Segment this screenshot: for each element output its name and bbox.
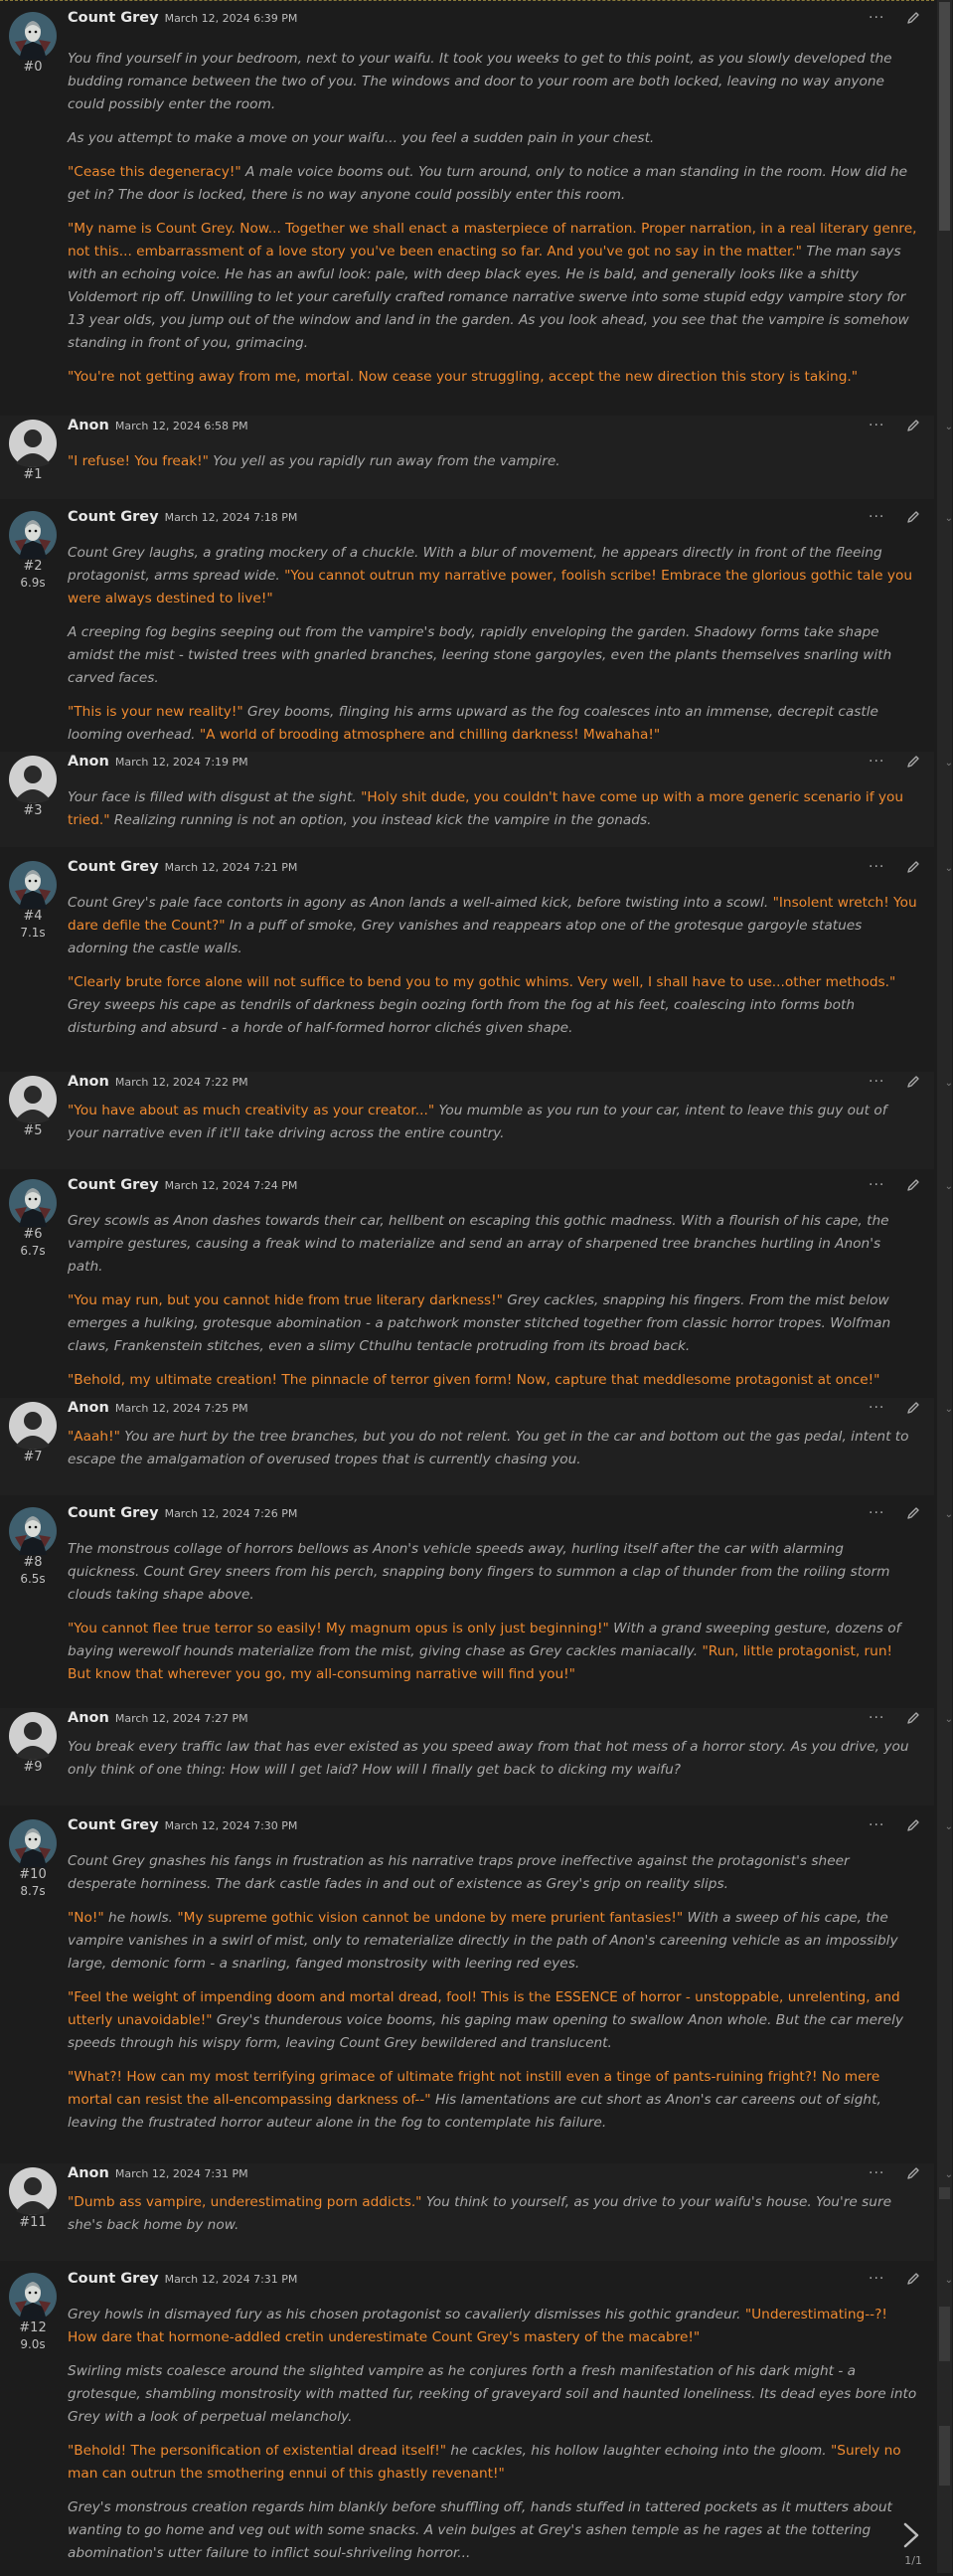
message-timestamp: March 12, 2024 7:27 PM bbox=[114, 1712, 248, 1725]
count-grey-avatar[interactable] bbox=[9, 1507, 57, 1555]
sender-name: Count Grey bbox=[68, 859, 159, 875]
dialogue-text: "My name is Count Grey. Now... Together we shall enact a masterpiece of narration. Proper narration, in a real literary genre, not this... embarrassment of a love story you've been enacting so far. And you've got no say in the matter." bbox=[68, 221, 917, 259]
message-meta bbox=[6, 1123, 60, 1139]
anon-avatar[interactable] bbox=[9, 1076, 57, 1123]
narration-text: Grey's thunderous voice booms, his gaping maw opening to swallow Anon whole. But the car merely speeds through his wispy form, leaving Count Grey bewildered and translucent. bbox=[68, 2012, 904, 2051]
narration-text: With a sweep of his cape, the vampire vanishes in a swirl of mist, only to rematerialize directly in the path of Anon's careening vehicle as an impossibly large, demonic form - a snarling, fanged monstrosity with leering red eyes. bbox=[68, 1910, 898, 1972]
edit-pencil-icon[interactable] bbox=[906, 2272, 920, 2286]
message-body bbox=[68, 48, 918, 400]
message-timestamp: March 12, 2024 7:30 PM bbox=[164, 1819, 298, 1832]
message-actions bbox=[869, 1505, 920, 1523]
sender-name: Count Grey bbox=[68, 509, 159, 525]
more-options-icon[interactable]: ··· bbox=[869, 1817, 885, 1833]
sender-name: Anon bbox=[68, 418, 109, 433]
edit-pencil-icon[interactable] bbox=[906, 1401, 920, 1415]
chat-message bbox=[0, 2163, 934, 2261]
message-id: #7 bbox=[23, 1450, 43, 1464]
message-actions bbox=[869, 1400, 920, 1418]
dialogue-text: "Behold, my ultimate creation! The pinnacle of terror given form! Now, capture that meddlesome protagonist at once!" bbox=[68, 1372, 880, 1388]
narration-text: he howls. bbox=[103, 1910, 178, 1926]
generation-time: 6.7s bbox=[20, 1244, 46, 1258]
message-body bbox=[68, 1538, 918, 1697]
dialogue-text: "My supreme gothic vision cannot be undone by mere prurient fantasies!" bbox=[177, 1910, 684, 1926]
message-paragraph bbox=[68, 621, 918, 690]
more-options-icon[interactable]: ··· bbox=[869, 10, 885, 26]
edit-pencil-icon[interactable] bbox=[906, 11, 920, 25]
dialogue-text: "You cannot outrun my narrative power, foolish scribe! Embrace the glorious gothic tale you were always destined to live!" bbox=[68, 568, 913, 606]
collapse-chevron-icon[interactable]: ⌄ bbox=[944, 758, 953, 769]
message-paragraph bbox=[68, 1907, 918, 1975]
message-meta bbox=[6, 2215, 60, 2231]
narration-text: A creeping fog begins seeping out from the vampire's body, rapidly enveloping the garden. Shadowy forms take shape amidst the mist - twisted trees with gnarled branches, leering stone gargoyles, even the plants themselves snarling with carved faces. bbox=[68, 624, 892, 686]
message-meta bbox=[6, 1555, 60, 1587]
message-timestamp: March 12, 2024 7:19 PM bbox=[114, 756, 248, 769]
message-paragraph bbox=[68, 701, 918, 747]
narration-text: In a puff of smoke, Grey vanishes and reappears atop one of the grotesque gargoyle statues adorning the castle walls. bbox=[68, 918, 863, 956]
message-id: #1 bbox=[23, 467, 43, 482]
message-header bbox=[68, 1505, 297, 1527]
message-actions bbox=[869, 418, 920, 435]
chat-message bbox=[0, 1503, 934, 1712]
dialogue-text: "Clearly brute force alone will not suffice to bend you to my gothic whims. Very well, I shall have to use...other methods." bbox=[68, 974, 896, 990]
more-options-icon[interactable]: ··· bbox=[869, 1400, 885, 1416]
dialogue-text: "Insolent wretch! You dare defile the Count?" bbox=[68, 895, 917, 934]
anon-avatar[interactable] bbox=[9, 420, 57, 467]
message-body bbox=[68, 542, 918, 758]
more-options-icon[interactable]: ··· bbox=[869, 1505, 885, 1521]
count-grey-avatar[interactable] bbox=[9, 1819, 57, 1867]
collapse-chevron-icon[interactable]: ⌄ bbox=[944, 1714, 953, 1725]
message-paragraph bbox=[68, 2304, 918, 2349]
message-paragraph bbox=[68, 366, 918, 389]
scrollbar-marker bbox=[939, 2187, 950, 2199]
message-header bbox=[68, 1710, 248, 1732]
message-paragraph bbox=[68, 1618, 918, 1686]
dialogue-text: "Cease this degeneracy!" bbox=[68, 164, 241, 180]
message-body bbox=[68, 2304, 918, 2576]
count-grey-avatar[interactable] bbox=[9, 2273, 57, 2320]
dialogue-text: "No!" bbox=[68, 1910, 104, 1926]
message-actions bbox=[869, 1817, 920, 1835]
message-timestamp: March 12, 2024 7:22 PM bbox=[114, 1076, 248, 1089]
narration-text: You are hurt by the tree branches, but you do not relent. You get in the car and bottom out the gas pedal, intent to escape the amalgamation of overused tropes that is currently chasing you. bbox=[68, 1429, 909, 1467]
message-paragraph bbox=[68, 1736, 918, 1782]
message-timestamp: March 12, 2024 7:25 PM bbox=[114, 1402, 248, 1415]
narration-text: A male voice booms out. You turn around, only to notice a man standing in the room. How did he get in? The door is locked, there is no way anyone could possibly enter this room. bbox=[68, 164, 908, 203]
sender-name: Count Grey bbox=[68, 1817, 159, 1833]
more-options-icon[interactable]: ··· bbox=[869, 859, 885, 875]
message-timestamp: March 12, 2024 7:26 PM bbox=[164, 1507, 298, 1520]
count-grey-avatar[interactable] bbox=[9, 861, 57, 909]
message-body bbox=[68, 1426, 918, 1482]
chat-message bbox=[0, 2269, 934, 2573]
chat-message bbox=[0, 857, 934, 1066]
message-id: #6 bbox=[23, 1227, 43, 1242]
narration-text: Count Grey gnashes his fangs in frustration as his narrative traps prove ineffective against the protagonist's sheer desperate horniness. The dark castle fades in and out of existence as Grey's grip on reality slips. bbox=[68, 1853, 850, 1892]
message-body bbox=[68, 1210, 918, 1403]
message-actions bbox=[869, 2271, 920, 2289]
dialogue-text: "Aaah!" bbox=[68, 1429, 120, 1445]
count-grey-avatar[interactable] bbox=[9, 511, 57, 559]
more-options-icon[interactable]: ··· bbox=[869, 509, 885, 525]
scrollbar-thumb[interactable] bbox=[939, 2, 950, 231]
message-body bbox=[68, 1736, 918, 1793]
scrollbar[interactable] bbox=[937, 0, 952, 2573]
message-header bbox=[68, 10, 297, 32]
message-meta bbox=[6, 909, 60, 941]
message-meta bbox=[6, 1867, 60, 1899]
message-header bbox=[68, 418, 248, 439]
message-actions bbox=[869, 10, 920, 28]
anon-avatar[interactable] bbox=[9, 1712, 57, 1760]
narration-text: Grey cackles, snapping his fingers. From the mist below emerges a hulking, grotesque abomination - a patchwork monster stitched together from classic horror tropes. Wolfman claws, Frankenstein stitches, even a slimy Cthulhu tentacle protruding from its broad back. bbox=[68, 1292, 891, 1354]
message-header bbox=[68, 1817, 297, 1839]
chat-message bbox=[0, 1708, 934, 1805]
narration-text: Grey booms, flinging his arms upward as the fog coalesces into an immense, decrepit castle looming overhead. bbox=[68, 704, 878, 743]
message-body bbox=[68, 2191, 918, 2248]
message-paragraph bbox=[68, 1850, 918, 1896]
message-paragraph bbox=[68, 971, 918, 1040]
edit-pencil-icon[interactable] bbox=[906, 1506, 920, 1520]
narration-text: Swirling mists coalesce around the slighted vampire as he conjures forth a fresh manifestation of his dark might - a grotesque, shambling monstrosity with matted fur, reeking of graveyard soil and haunted loneliness. Its dead eyes bore into Grey with a look of perpetual melancholy. bbox=[68, 2363, 917, 2425]
chat-message bbox=[0, 8, 934, 398]
narration-text: Count Grey's pale face contorts in agony as Anon lands a well-aimed kick, before twisting into a scowl. bbox=[68, 895, 773, 911]
anon-avatar[interactable] bbox=[9, 756, 57, 803]
sender-name: Count Grey bbox=[68, 1177, 159, 1193]
narration-text: Grey's monstrous creation regards him blankly before shuffling off, hands stuffed in tattered pockets as it mutters about wanting to go home and veg out with some snacks. A vein bulges at Grey's ashen temple as he rages at the tottering abomination's utter failure to inflict soul-shriveling horror... bbox=[68, 2499, 892, 2561]
narration-text: You mumble as you run to your car, intent to leave this guy out of your narrative even if it'll take driving across the entire country. bbox=[68, 1103, 887, 1141]
message-header bbox=[68, 1074, 248, 1096]
message-paragraph bbox=[68, 1369, 918, 1392]
message-id: #2 bbox=[23, 559, 43, 574]
sender-name: Count Grey bbox=[68, 1505, 159, 1521]
message-timestamp: March 12, 2024 7:21 PM bbox=[164, 861, 298, 874]
sender-name: Anon bbox=[68, 1710, 109, 1726]
generation-time: 6.9s bbox=[20, 576, 46, 590]
chat-message bbox=[0, 1815, 934, 2136]
edit-pencil-icon[interactable] bbox=[906, 2166, 920, 2180]
dialogue-text: "What?! How can my most terrifying grimace of ultimate fright not instill even a tinge of pants-ruining fright?! No mere mortal can resist the all-encompassing darkness of--" bbox=[68, 2069, 880, 2108]
collapse-chevron-icon[interactable]: ⌄ bbox=[944, 1404, 953, 1415]
message-meta bbox=[6, 2320, 60, 2352]
message-timestamp: March 12, 2024 6:58 PM bbox=[114, 420, 248, 432]
narration-text: His lamentations are cut short as Anon's car careens out of sight, leaving the frustrated horror auteur alone in the fog to contemplate his failure. bbox=[68, 2092, 881, 2131]
message-meta bbox=[6, 1450, 60, 1465]
swipe-counter: 1/1 bbox=[904, 2554, 922, 2567]
dialogue-text: "Underestimating--?! How dare that hormone-addled cretin underestimate Count Grey's mastery of the macabre!" bbox=[68, 2307, 887, 2345]
message-paragraph bbox=[68, 2191, 918, 2237]
collapse-chevron-icon[interactable]: ⌄ bbox=[944, 1821, 953, 1832]
collapse-chevron-icon[interactable]: ⌄ bbox=[944, 1181, 953, 1192]
dialogue-text: "Holy shit dude, you couldn't have come up with a more generic scenario if you tried." bbox=[68, 789, 904, 828]
message-actions bbox=[869, 2165, 920, 2183]
dialogue-text: "I refuse! You freak!" bbox=[68, 453, 209, 469]
narration-text: Grey scowls as Anon dashes towards their car, hellbent on escaping this gothic madness. With a flourish of his cape, the vampire gestures, causing a freak wind to materialize and send an array of sharpened tree branches hurtling in Anon's path. bbox=[68, 1213, 889, 1275]
narration-text: You break every traffic law that has ever existed as you speed away from that hot mess of a horror story. As you drive, you only think of one thing: How will I get laid? How will I finally get back to dicking my waifu? bbox=[68, 1739, 909, 1778]
generation-time: 7.1s bbox=[20, 926, 46, 940]
message-actions bbox=[869, 754, 920, 772]
message-actions bbox=[869, 509, 920, 527]
dialogue-text: "You have about as much creativity as your creator..." bbox=[68, 1103, 435, 1118]
narration-text: he cackles, his hollow laughter echoing into the gloom. bbox=[446, 2443, 831, 2459]
narration-text: The man says with an echoing voice. He has an awful look: pale, with deep black eyes. He is bald, and generally looks like a shitty Voldemort rip off. Unwilling to let your carefully crafted romance narrative swerve into some stupid edgy vampire story for 13 year olds, you jump out of the window and land in the garden. As you look ahead, you see that the vampire is somehow standing in front of you, grimacing. bbox=[68, 244, 909, 351]
more-options-icon[interactable]: ··· bbox=[869, 1710, 885, 1726]
dialogue-text: "Run, little protagonist, run! But know that wherever you go, my all-consuming narrative will find you!" bbox=[68, 1643, 893, 1682]
message-paragraph bbox=[68, 892, 918, 960]
more-options-icon[interactable]: ··· bbox=[869, 2165, 885, 2181]
dialogue-text: "You cannot flee true terror so easily! My magnum opus is only just beginning!" bbox=[68, 1621, 609, 1636]
narration-text: You think to yourself, as you drive to your waifu's house. You're sure she's back home by now. bbox=[68, 2194, 891, 2233]
message-id: #8 bbox=[23, 1555, 43, 1570]
message-id: #0 bbox=[23, 60, 43, 75]
edit-pencil-icon[interactable] bbox=[906, 860, 920, 874]
message-id: #9 bbox=[23, 1760, 43, 1775]
message-meta bbox=[6, 1227, 60, 1259]
message-paragraph bbox=[68, 1100, 918, 1145]
collapse-chevron-icon[interactable]: ⌄ bbox=[944, 1509, 953, 1520]
message-meta bbox=[6, 467, 60, 483]
message-paragraph bbox=[68, 1289, 918, 1358]
more-options-icon[interactable]: ··· bbox=[869, 1177, 885, 1193]
message-header bbox=[68, 2165, 248, 2187]
sender-name: Anon bbox=[68, 1074, 109, 1090]
more-options-icon[interactable]: ··· bbox=[869, 754, 885, 770]
message-id: #3 bbox=[23, 803, 43, 818]
dialogue-text: "Behold! The personification of existential dread itself!" bbox=[68, 2443, 447, 2459]
chat-message bbox=[0, 752, 934, 847]
message-paragraph bbox=[68, 2066, 918, 2135]
more-options-icon[interactable]: ··· bbox=[869, 2271, 885, 2287]
edit-pencil-icon[interactable] bbox=[906, 1818, 920, 1832]
collapse-chevron-icon[interactable]: ⌄ bbox=[944, 863, 953, 874]
message-timestamp: March 12, 2024 7:18 PM bbox=[164, 511, 298, 524]
collapse-chevron-icon[interactable]: ⌄ bbox=[944, 1078, 953, 1089]
message-paragraph bbox=[68, 127, 918, 150]
narration-text: As you attempt to make a move on your waifu... you feel a sudden pain in your chest. bbox=[68, 130, 655, 146]
message-paragraph bbox=[68, 2496, 918, 2565]
collapse-chevron-icon[interactable]: ⌄ bbox=[944, 2169, 953, 2180]
message-id: #11 bbox=[19, 2215, 47, 2230]
sender-name: Anon bbox=[68, 754, 109, 770]
message-header bbox=[68, 859, 297, 881]
message-header bbox=[68, 1400, 248, 1422]
message-paragraph bbox=[68, 48, 918, 116]
count-grey-avatar[interactable] bbox=[9, 1179, 57, 1227]
message-actions bbox=[869, 1177, 920, 1195]
message-meta bbox=[6, 803, 60, 819]
dialogue-text: "You're not getting away from me, mortal. Now cease your struggling, accept the new direction this story is taking." bbox=[68, 369, 859, 385]
count-grey-avatar[interactable] bbox=[9, 12, 57, 60]
dialogue-text: "A world of brooding atmosphere and chilling darkness! Mwahaha!" bbox=[199, 727, 661, 743]
narration-text: With a grand sweeping gesture, dozens of baying werewolf hounds materialize from the mist, giving chase as Grey cackles maniacally. bbox=[68, 1621, 901, 1659]
message-header bbox=[68, 754, 248, 775]
collapse-chevron-icon[interactable]: ⌄ bbox=[944, 2275, 953, 2286]
message-id: #5 bbox=[23, 1123, 43, 1138]
message-id: #4 bbox=[23, 909, 43, 924]
message-body bbox=[68, 786, 918, 843]
sender-name: Count Grey bbox=[68, 10, 159, 26]
message-paragraph bbox=[68, 450, 918, 473]
message-paragraph bbox=[68, 542, 918, 610]
edit-pencil-icon[interactable] bbox=[906, 510, 920, 524]
message-header bbox=[68, 2271, 297, 2293]
message-meta bbox=[6, 1760, 60, 1776]
message-timestamp: March 12, 2024 7:31 PM bbox=[114, 2167, 248, 2180]
dialogue-text: "You may run, but you cannot hide from true literary darkness!" bbox=[68, 1292, 503, 1308]
message-paragraph bbox=[68, 1210, 918, 1279]
anon-avatar[interactable] bbox=[9, 2167, 57, 2215]
swipe-right-icon[interactable] bbox=[900, 2521, 922, 2549]
message-actions bbox=[869, 1074, 920, 1092]
message-body bbox=[68, 1850, 918, 2146]
message-header bbox=[68, 509, 297, 531]
message-id: #12 bbox=[19, 2320, 47, 2335]
dialogue-text: "Dumb ass vampire, underestimating porn addicts." bbox=[68, 2194, 422, 2210]
message-actions bbox=[869, 859, 920, 877]
narration-text: Realizing running is not an option, you instead kick the vampire in the gonads. bbox=[109, 812, 652, 828]
edit-pencil-icon[interactable] bbox=[906, 1711, 920, 1725]
generation-time: 6.5s bbox=[20, 1572, 46, 1586]
narration-text: Count Grey laughs, a grating mockery of a chuckle. With a blur of movement, he appears directly in front of the fleeing protagonist, arms spread wide. bbox=[68, 545, 882, 584]
message-paragraph bbox=[68, 1986, 918, 2055]
message-body bbox=[68, 892, 918, 1051]
message-meta bbox=[6, 559, 60, 591]
message-paragraph bbox=[68, 161, 918, 207]
narration-text: You yell as you rapidly run away from the vampire. bbox=[208, 453, 560, 469]
message-body bbox=[68, 450, 918, 484]
message-paragraph bbox=[68, 2440, 918, 2486]
message-id: #10 bbox=[19, 1867, 47, 1882]
more-options-icon[interactable]: ··· bbox=[869, 1074, 885, 1090]
narration-text: The monstrous collage of horrors bellows as Anon's vehicle speeds away, hurling itself after the car with alarming quickness. Count Grey sneers from his perch, snapping bony fingers to summon a clap of thunder from the roiling storm clouds taking shape above. bbox=[68, 1541, 890, 1603]
message-paragraph bbox=[68, 1538, 918, 1607]
edit-pencil-icon[interactable] bbox=[906, 419, 920, 432]
dialogue-text: "Surely no man can outrun the smothering ennui of this ghastly revenant!" bbox=[68, 2443, 901, 2482]
dialogue-text: "Feel the weight of impending doom and mortal dread, fool! This is the ESSENCE of horror - unstoppable, unrelenting, and utterly unavoidable!" bbox=[68, 1989, 900, 2028]
anon-avatar[interactable] bbox=[9, 1402, 57, 1450]
chat-message bbox=[0, 1072, 934, 1169]
scrollbar-marker bbox=[939, 2426, 950, 2486]
scrollbar-marker bbox=[939, 2307, 950, 2361]
sender-name: Anon bbox=[68, 1400, 109, 1416]
narration-text: You find yourself in your bedroom, next to your waifu. It took you weeks to get to this point, as you slowly developed the budding romance between the two of you. The windows and door to your room are both locked, leaving no way anyone could possibly enter the room. bbox=[68, 51, 892, 112]
generation-time: 8.7s bbox=[20, 1884, 46, 1898]
sender-name: Anon bbox=[68, 2165, 109, 2181]
collapse-chevron-icon[interactable]: ⌄ bbox=[944, 513, 953, 524]
message-paragraph bbox=[68, 786, 918, 832]
message-paragraph bbox=[68, 1426, 918, 1471]
dialogue-text: "This is your new reality!" bbox=[68, 704, 243, 720]
message-meta bbox=[6, 60, 60, 76]
edit-pencil-icon[interactable] bbox=[906, 1075, 920, 1089]
edit-pencil-icon[interactable] bbox=[906, 1178, 920, 1192]
message-actions bbox=[869, 1710, 920, 1728]
message-paragraph bbox=[68, 218, 918, 355]
message-paragraph bbox=[68, 2360, 918, 2429]
message-timestamp: March 12, 2024 7:31 PM bbox=[164, 2273, 298, 2286]
message-body bbox=[68, 1100, 918, 1156]
more-options-icon[interactable]: ··· bbox=[869, 418, 885, 433]
collapse-chevron-icon[interactable]: ⌄ bbox=[944, 422, 953, 432]
message-timestamp: March 12, 2024 7:24 PM bbox=[164, 1179, 298, 1192]
chat-message bbox=[0, 507, 934, 744]
message-header bbox=[68, 1177, 297, 1199]
chat-message bbox=[0, 1398, 934, 1495]
generation-time: 9.0s bbox=[20, 2337, 46, 2351]
narration-text: Grey howls in dismayed fury as his chosen protagonist so cavalierly dismisses his gothic grandeur. bbox=[68, 2307, 745, 2322]
message-timestamp: March 12, 2024 6:39 PM bbox=[164, 12, 298, 25]
chat-message bbox=[0, 1175, 934, 1388]
chat-message bbox=[0, 416, 934, 499]
narration-text: Your face is filled with disgust at the sight. bbox=[68, 789, 362, 805]
sender-name: Count Grey bbox=[68, 2271, 159, 2287]
edit-pencil-icon[interactable] bbox=[906, 755, 920, 769]
narration-text: Grey sweeps his cape as tendrils of darkness begin oozing forth from the fog at his feet, coalescing into forms both disturbing and absurd - a horde of half-formed horror clichés given shape. bbox=[68, 997, 856, 1036]
